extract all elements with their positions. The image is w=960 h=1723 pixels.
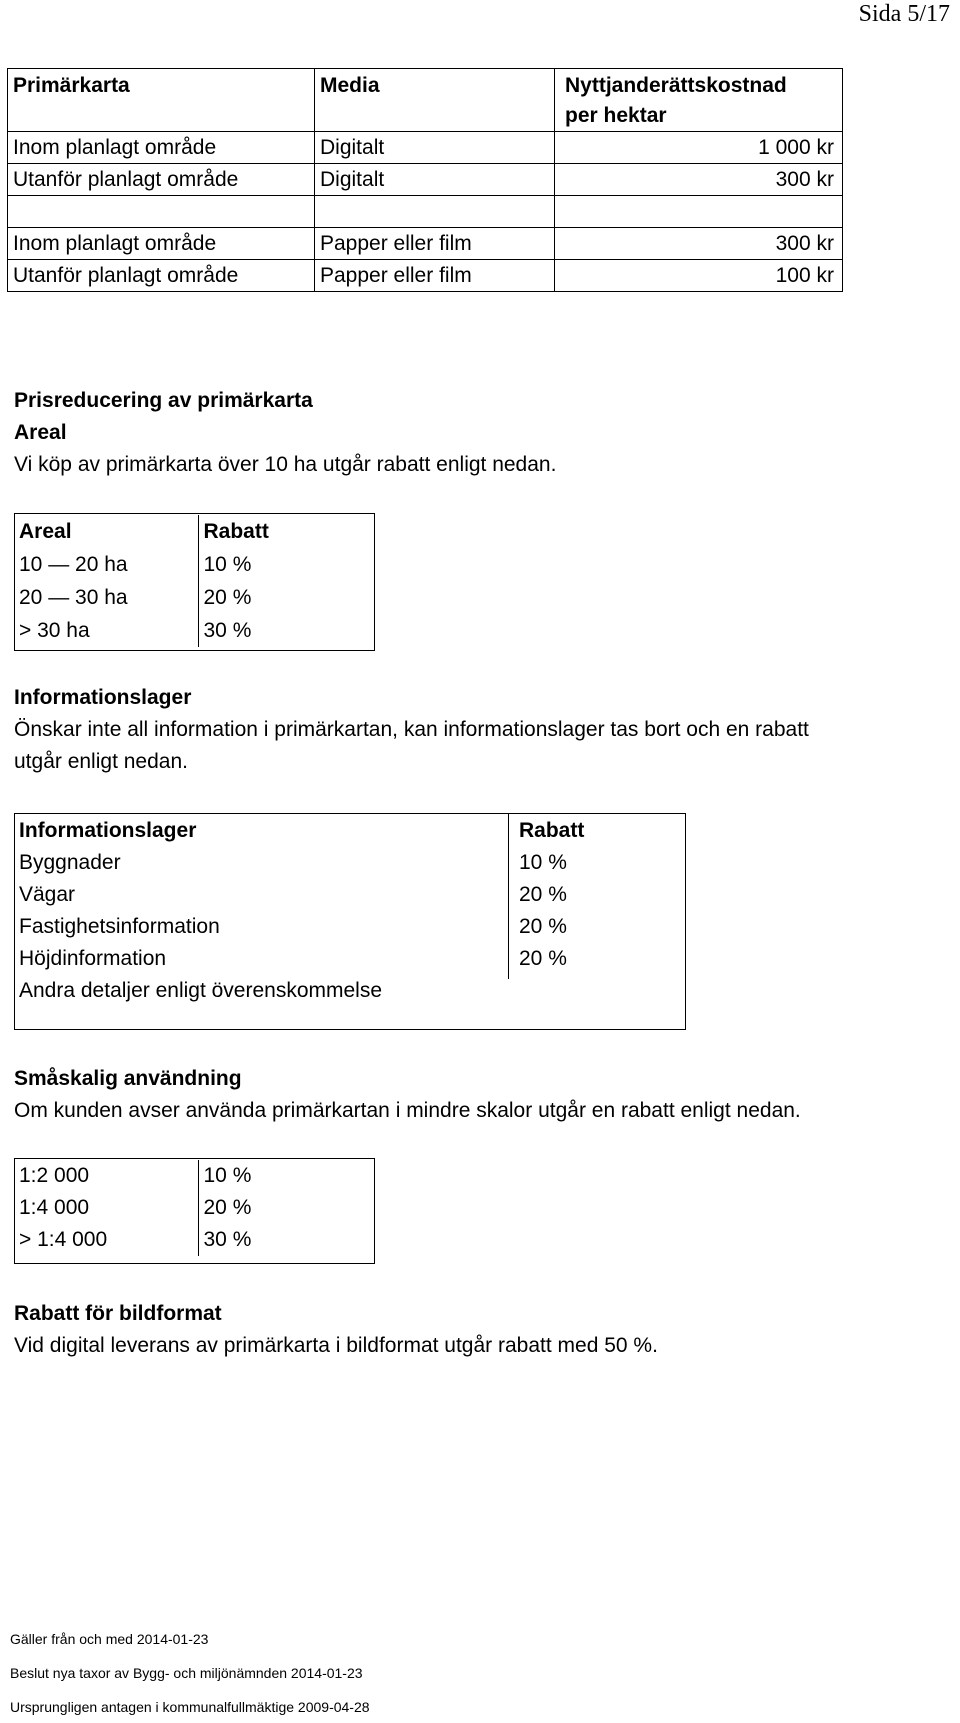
table-row: [14, 943, 699, 975]
table-row: [14, 614, 368, 647]
table-cell: Papper eller film: [315, 260, 555, 292]
table-cell: Inom planlagt område: [8, 132, 315, 164]
table-header-row: [8, 69, 843, 132]
footer-decision: Beslut nya taxor av Bygg- och miljönämnden 2014-01-23: [10, 1665, 363, 1681]
table-row: [8, 228, 843, 260]
table-cell: 30 %: [203, 1228, 252, 1251]
header-cell: Rabatt: [519, 819, 585, 842]
layers-table-divider: [508, 813, 509, 979]
table-cell: Digitalt: [315, 164, 555, 196]
table-row: [14, 911, 699, 943]
table-row: [14, 548, 368, 581]
table-cell: 1:2 000: [14, 1160, 198, 1192]
header-cell: Primärkarta: [8, 69, 315, 132]
table-row: [14, 1224, 368, 1256]
section-subtitle-area: Areal: [14, 421, 67, 444]
table-cell: 20 %: [519, 883, 567, 906]
table-cell: 10 — 20 ha: [14, 548, 198, 581]
table-row: [8, 132, 843, 164]
table-cell: [555, 196, 843, 228]
table-cell: Utanför planlagt område: [8, 164, 315, 196]
table-row: [14, 581, 368, 614]
section-title-small-scale: Småskalig användning: [14, 1067, 242, 1090]
header-cell: Informationslager: [19, 819, 197, 842]
table-cell: Utanför planlagt område: [8, 260, 315, 292]
table-cell: Papper eller film: [315, 228, 555, 260]
table-row: [8, 260, 843, 292]
footer-origin: Ursprungligen antagen i kommunalfullmäktige 2009-04-28: [10, 1699, 370, 1715]
table-row: [14, 1160, 368, 1192]
table-cell: Inom planlagt område: [8, 228, 315, 260]
section-text-small-scale: Om kunden avser använda primärkartan i mindre skalor utgår en rabatt enligt nedan.: [14, 1099, 801, 1122]
table-cell: Höjdinformation: [19, 947, 167, 970]
header-cell: Areal: [14, 515, 198, 548]
table-cell: [315, 196, 555, 228]
footer-valid-from: Gäller från och med 2014-01-23: [10, 1631, 209, 1647]
table-cell: [514, 975, 699, 1007]
header-cell: Rabatt: [203, 520, 269, 543]
table-row: [8, 196, 843, 228]
table-cell: 20 — 30 ha: [14, 581, 198, 614]
table-cell: 20 %: [203, 1196, 252, 1219]
table-cell: 10 %: [203, 553, 252, 576]
table-row: [14, 975, 699, 1007]
table-cell: 1:4 000: [14, 1192, 198, 1224]
section-text-layers-line1: Önskar inte all information i primärkartan, kan informationslager tas bort och en rabatt: [14, 718, 809, 741]
header-cell: Media: [315, 69, 555, 132]
table-cell: 20 %: [203, 586, 252, 609]
table-cell: 100 kr: [555, 260, 843, 292]
table-cell: [8, 196, 315, 228]
table-header-row: [14, 515, 368, 548]
layers-table: [14, 815, 699, 1007]
section-title-price-reduction: Prisreducering av primärkarta: [14, 389, 313, 412]
table-cell: Vägar: [19, 883, 76, 906]
section-text-layers-line2: utgår enligt nedan.: [14, 750, 188, 773]
table-row: [14, 879, 699, 911]
table-cell: Andra detaljer enligt överenskommelse: [19, 979, 383, 1002]
table-cell: 20 %: [519, 947, 567, 970]
table-cell: 20 %: [519, 915, 567, 938]
table-row: [14, 847, 699, 879]
section-text-price-reduction: Vi köp av primärkarta över 10 ha utgår rabatt enligt nedan.: [14, 453, 557, 476]
table-cell: 1 000 kr: [555, 132, 843, 164]
page-number: Sida 5/17: [858, 1, 950, 27]
table-cell: 10 %: [519, 851, 567, 874]
table-cell: > 1:4 000: [14, 1224, 198, 1256]
header-cell: Nyttjanderättskostnad per hektar: [555, 69, 843, 132]
table-row: [14, 1192, 368, 1224]
section-text-image-format: Vid digital leverans av primärkarta i bildformat utgår rabatt med 50 %.: [14, 1334, 658, 1357]
table-cell: Byggnader: [19, 851, 121, 874]
table-cell: 300 kr: [555, 228, 843, 260]
table-header-row: [14, 815, 699, 847]
scale-table: [14, 1160, 368, 1256]
table-cell: 30 %: [203, 619, 252, 642]
price-table: [7, 68, 843, 292]
table-cell: Fastighetsinformation: [19, 915, 220, 938]
table-cell: > 30 ha: [14, 614, 198, 647]
table-cell: Digitalt: [315, 132, 555, 164]
table-row: [8, 164, 843, 196]
section-title-image-format: Rabatt för bildformat: [14, 1302, 222, 1325]
area-table: [14, 515, 368, 647]
table-cell: 300 kr: [555, 164, 843, 196]
section-title-layers: Informationslager: [14, 686, 192, 709]
table-cell: 10 %: [203, 1164, 252, 1187]
